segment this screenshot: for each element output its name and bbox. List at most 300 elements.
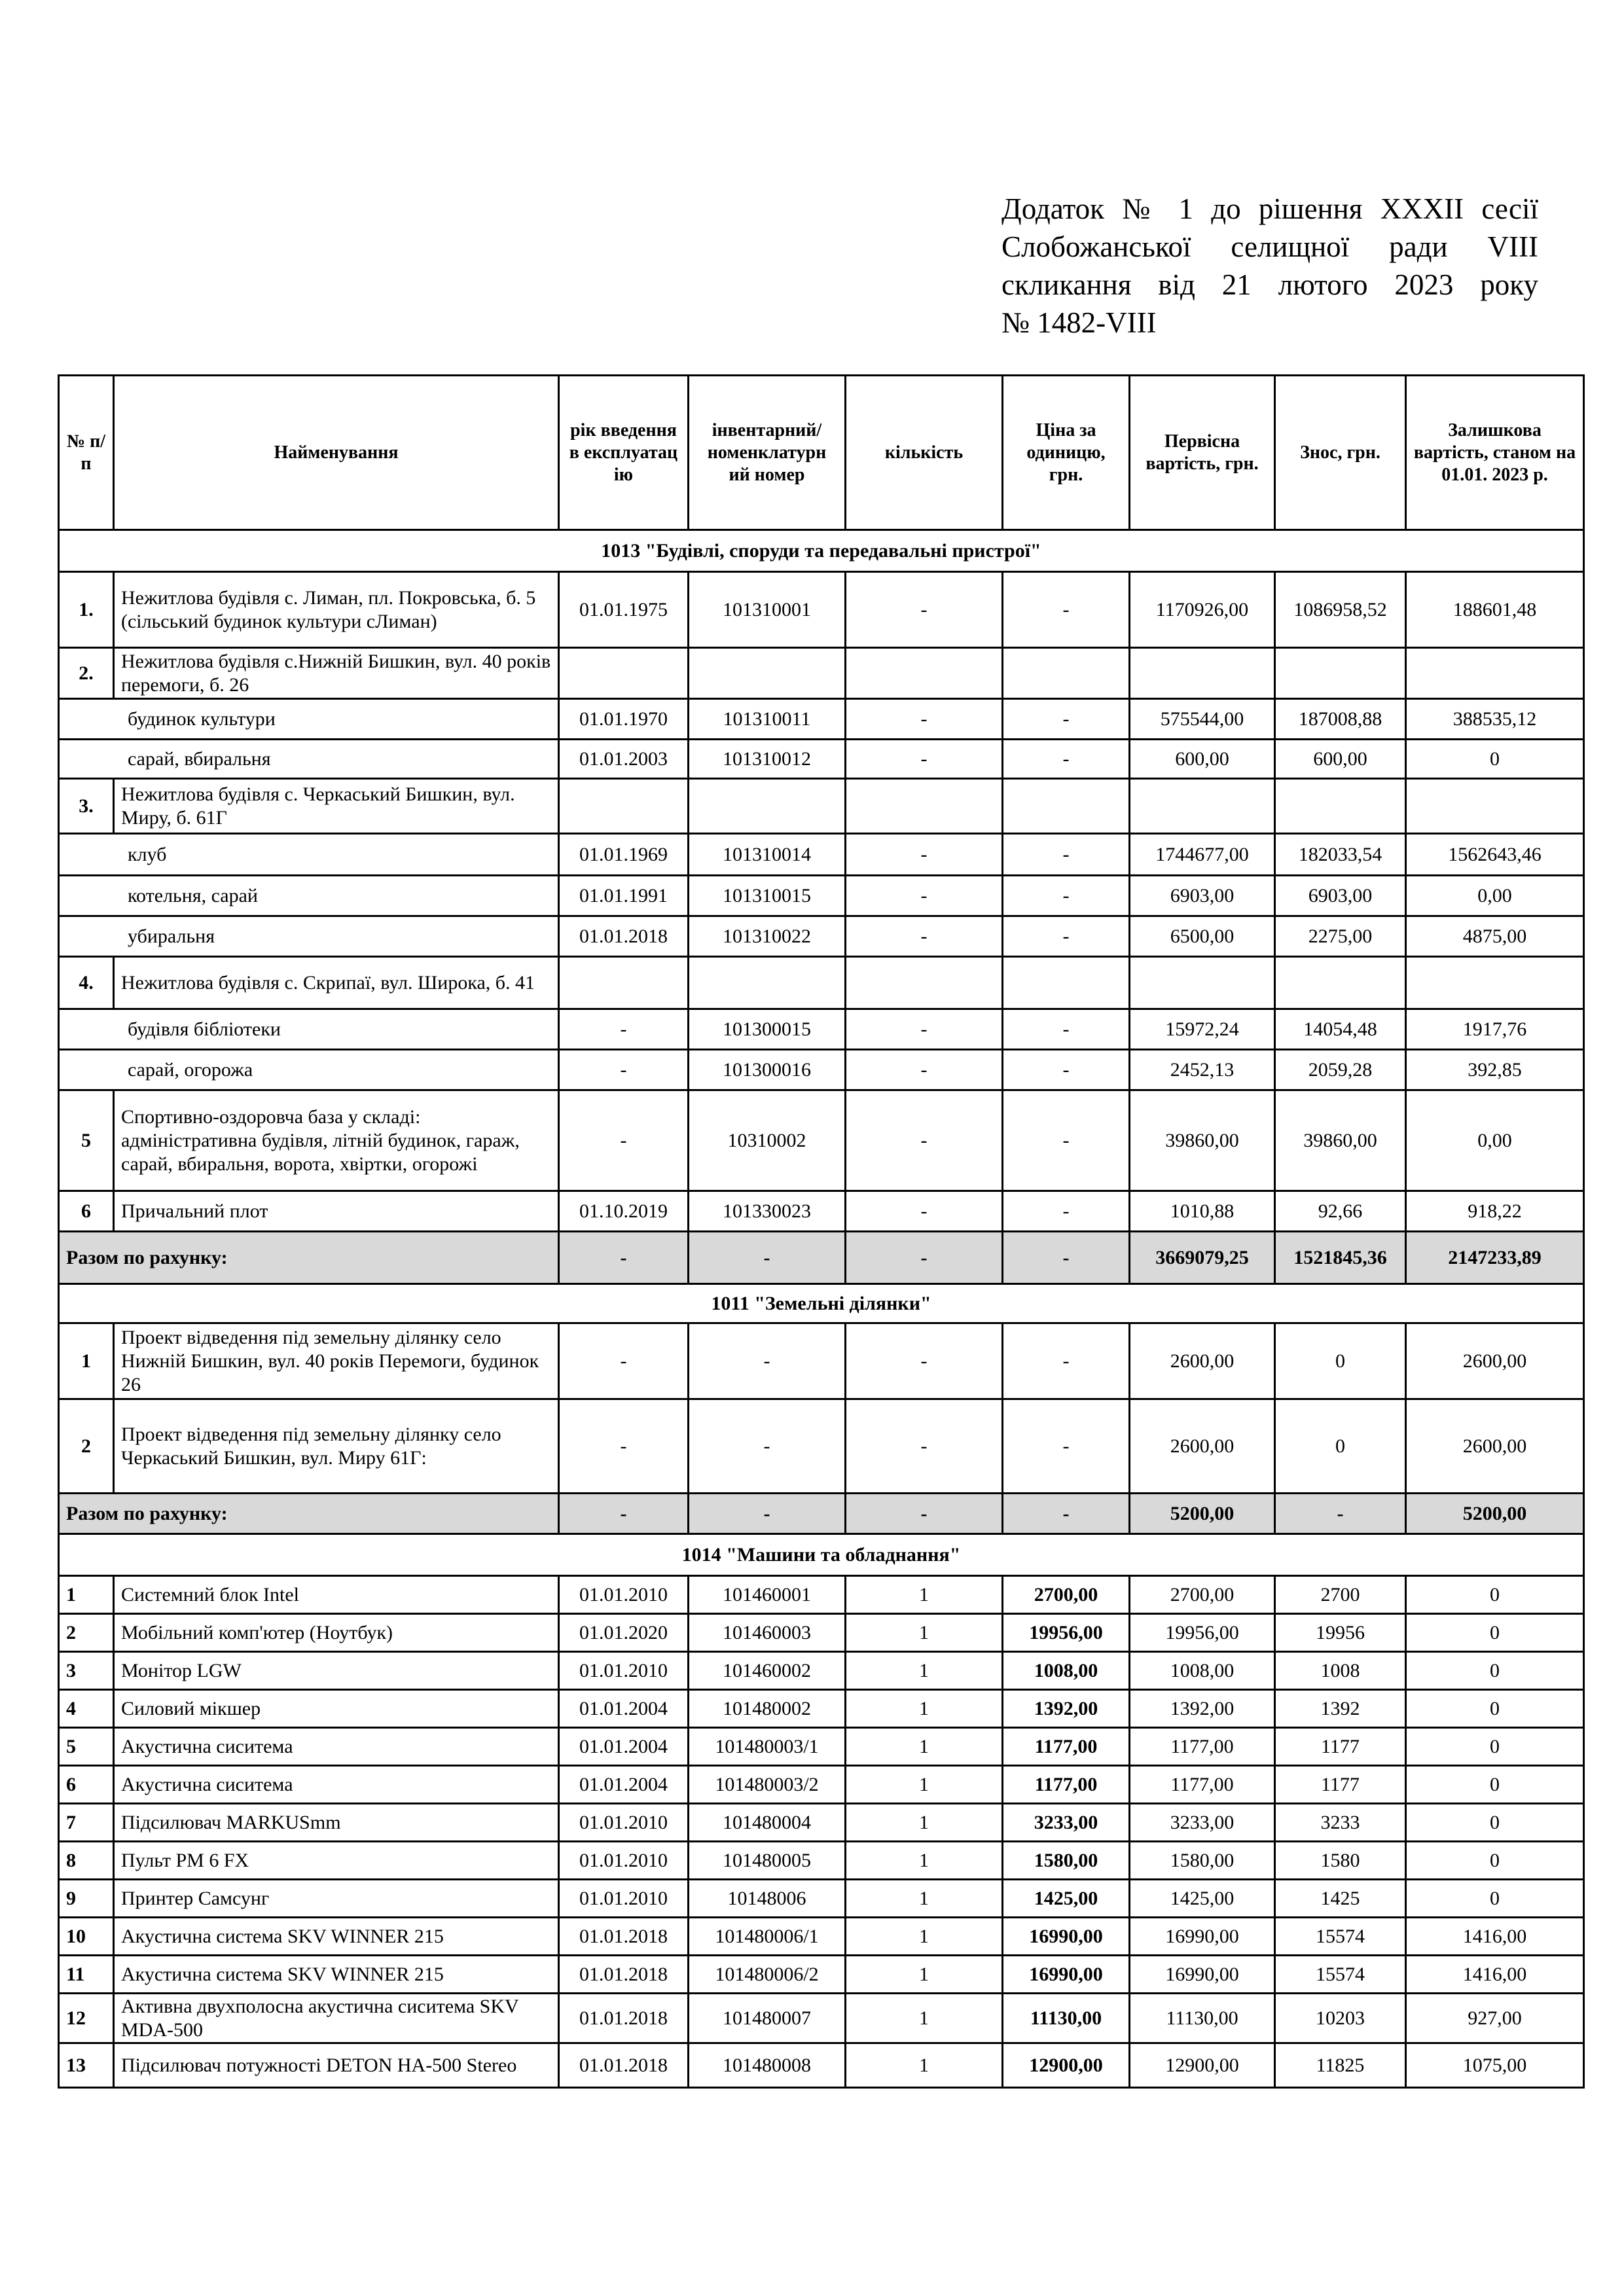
table-row [59,2043,1584,2088]
cell-qty: 1 [846,1766,1003,1804]
cell-inv: 101480005 [689,1842,846,1880]
cell-residual: 188601,48 [1406,572,1584,648]
total-year: - [559,1232,689,1284]
cell-residual: 388535,12 [1406,699,1584,740]
cell-num: 5 [59,1728,114,1766]
total-inv: - [689,1494,846,1534]
cell-price: 16990,00 [1003,1918,1130,1956]
cell-price: - [1003,876,1130,916]
cell-initial: 1744677,00 [1130,834,1275,876]
cell-name: Системний блок Intel [114,1576,559,1614]
cell-num: 2. [59,648,114,699]
cell-year: 01.01.2018 [559,2043,689,2088]
table-row [59,1918,1584,1956]
cell-year [559,779,689,834]
cell-name: Причальний плот [114,1191,559,1232]
cell-residual: 1075,00 [1406,2043,1584,2088]
total-inv: - [689,1232,846,1284]
table-row [59,648,1584,699]
cell-year: 01.01.2020 [559,1614,689,1652]
cell-inv: 101460001 [689,1576,846,1614]
table-row [59,957,1584,1009]
cell-name: Нежитлова будівля с. Черкаський Бишкин, вул. Миру, б. 61Г [114,779,559,834]
cell-initial: 12900,00 [1130,2043,1275,2088]
cell-name: Спортивно-оздоровча база у складі: адміністративна будівля, літній будинок, гараж, сарай, вбиральня, ворота, хвіртки, огорожі [114,1090,559,1191]
cell-num: 1. [59,572,114,648]
table-subrow [59,834,1584,876]
caption-line-4: № 1482-VIII [1001,306,1157,339]
cell-name: убиральня [59,916,559,957]
cell-price: 19956,00 [1003,1614,1130,1652]
cell-year: 01.01.2018 [559,1918,689,1956]
cell-price: - [1003,699,1130,740]
cell-initial: 1010,88 [1130,1191,1275,1232]
cell-residual: 0 [1406,1842,1584,1880]
cell-year: 01.01.2018 [559,1956,689,1994]
cell-initial: 39860,00 [1130,1090,1275,1191]
cell-inv: 101310014 [689,834,846,876]
cell-inv: - [689,1323,846,1399]
cell-residual: 0 [1406,1766,1584,1804]
cell-price: 1392,00 [1003,1690,1130,1728]
table-row [59,1399,1584,1494]
cell-num: 4. [59,957,114,1009]
cell-inv: 101480006/2 [689,1956,846,1994]
cell-residual: 0 [1406,1690,1584,1728]
cell-residual: 392,85 [1406,1050,1584,1090]
cell-num: 12 [59,1994,114,2043]
cell-name: Монітор LGW [114,1652,559,1690]
table-row [59,1956,1584,1994]
table-row [59,572,1584,648]
header-unit-price: Ціна за одиницю, грн. [1003,376,1130,530]
cell-inv: - [689,1399,846,1494]
cell-wear: 1580 [1275,1842,1406,1880]
cell-qty: - [846,1090,1003,1191]
table-row [59,1842,1584,1880]
cell-name: сарай, вбиральня [59,740,559,779]
cell-residual: 927,00 [1406,1994,1584,2043]
header-initial-cost: Первісна вартість, грн. [1130,376,1275,530]
cell-price: 3233,00 [1003,1804,1130,1842]
cell-qty: - [846,1191,1003,1232]
cell-initial: 19956,00 [1130,1614,1275,1652]
cell-residual: 0 [1406,740,1584,779]
table-row [59,1690,1584,1728]
cell-qty [846,957,1003,1009]
cell-initial: 1580,00 [1130,1842,1275,1880]
cell-name: клуб [59,834,559,876]
cell-residual: 4875,00 [1406,916,1584,957]
cell-initial: 16990,00 [1130,1918,1275,1956]
cell-qty: - [846,1399,1003,1494]
cell-num: 7 [59,1804,114,1842]
cell-inv: 101310001 [689,572,846,648]
cell-qty: - [846,834,1003,876]
cell-year: 01.01.2004 [559,1728,689,1766]
header-year: рік введення в експлуатац ію [559,376,689,530]
caption-line-3: скликання від 21 лютого 2023 року [1001,268,1538,301]
cell-num: 4 [59,1690,114,1728]
cell-year: 01.01.2010 [559,1880,689,1918]
cell-wear: 600,00 [1275,740,1406,779]
cell-inv: 101300015 [689,1009,846,1050]
header-residual-value: Залишкова вартість, станом на 01.01. 2023 р. [1406,376,1584,530]
total-row [59,1494,1584,1534]
cell-initial: 15972,24 [1130,1009,1275,1050]
total-price: - [1003,1232,1130,1284]
cell-qty: 1 [846,1880,1003,1918]
cell-inv: 101480002 [689,1690,846,1728]
cell-wear: 187008,88 [1275,699,1406,740]
cell-name: Нежитлова будівля с. Скрипаї, вул. Широка, б. 41 [114,957,559,1009]
cell-inv: 101310011 [689,699,846,740]
cell-inv: 101310022 [689,916,846,957]
cell-residual: 918,22 [1406,1191,1584,1232]
cell-qty: - [846,572,1003,648]
cell-name: Активна двухполосна акустична сиситема SKV MDA-500 [114,1994,559,2043]
table-subrow [59,876,1584,916]
cell-qty: 1 [846,1690,1003,1728]
cell-year: 01.01.2010 [559,1576,689,1614]
header-num: № п/ п [59,376,114,530]
cell-inv: 101480008 [689,2043,846,2088]
cell-initial: 3233,00 [1130,1804,1275,1842]
cell-name: будинок культури [59,699,559,740]
cell-year: 01.01.1975 [559,572,689,648]
section-header-row [59,1284,1584,1323]
cell-initial [1130,957,1275,1009]
cell-wear: 0 [1275,1399,1406,1494]
cell-qty: - [846,916,1003,957]
cell-inv: 101460003 [689,1614,846,1652]
cell-price: - [1003,1050,1130,1090]
cell-residual [1406,779,1584,834]
cell-price: - [1003,740,1130,779]
cell-num: 3 [59,1652,114,1690]
cell-residual: 0 [1406,1804,1584,1842]
cell-initial [1130,648,1275,699]
document-caption [1001,190,1538,342]
cell-inv [689,779,846,834]
caption-line-2: Слобожанської селищної ради VIII [1001,230,1538,263]
cell-inv: 10148006 [689,1880,846,1918]
cell-wear: 6903,00 [1275,876,1406,916]
cell-year [559,957,689,1009]
cell-year: 01.01.2010 [559,1652,689,1690]
cell-year: - [559,1399,689,1494]
cell-wear: 15574 [1275,1918,1406,1956]
header-depreciation: Знос, грн. [1275,376,1406,530]
cell-inv: 10310002 [689,1090,846,1191]
cell-wear: 1008 [1275,1652,1406,1690]
total-wear: - [1275,1494,1406,1534]
cell-price: - [1003,916,1130,957]
cell-wear: 92,66 [1275,1191,1406,1232]
cell-price: - [1003,1191,1130,1232]
cell-inv: 101310012 [689,740,846,779]
header-row [59,376,1584,530]
cell-name: Акустична система SKV WINNER 215 [114,1918,559,1956]
cell-year: 01.01.2004 [559,1766,689,1804]
table-subrow [59,1050,1584,1090]
cell-year: 01.01.2004 [559,1690,689,1728]
cell-wear [1275,648,1406,699]
cell-num: 2 [59,1614,114,1652]
cell-initial: 1177,00 [1130,1728,1275,1766]
cell-year: 01.01.2018 [559,1994,689,2043]
cell-initial: 1177,00 [1130,1766,1275,1804]
total-label: Разом по рахунку: [59,1232,559,1284]
cell-name: сарай, огорожа [59,1050,559,1090]
cell-residual: 0 [1406,1652,1584,1690]
cell-wear: 1425 [1275,1880,1406,1918]
cell-price: - [1003,572,1130,648]
cell-initial [1130,779,1275,834]
section-header-row [59,530,1584,572]
section-title: 1014 "Машини та обладнання" [59,1534,1584,1576]
cell-wear [1275,779,1406,834]
cell-inv: 101480004 [689,1804,846,1842]
total-label: Разом по рахунку: [59,1494,559,1534]
cell-qty: - [846,740,1003,779]
cell-inv [689,648,846,699]
total-qty: - [846,1232,1003,1284]
cell-year: 01.01.2018 [559,916,689,957]
inventory-table [58,374,1585,2089]
cell-residual: 1416,00 [1406,1918,1584,1956]
cell-initial: 600,00 [1130,740,1275,779]
cell-inv: 101330023 [689,1191,846,1232]
cell-price [1003,648,1130,699]
cell-inv [689,957,846,1009]
cell-year: - [559,1323,689,1399]
cell-residual: 0 [1406,1728,1584,1766]
cell-name: Проект відведення під земельну ділянку село Черкаський Бишкин, вул. Миру 61Г: [114,1399,559,1494]
table-row [59,1766,1584,1804]
cell-residual [1406,648,1584,699]
total-initial: 3669079,25 [1130,1232,1275,1284]
cell-year: - [559,1009,689,1050]
cell-price: 1580,00 [1003,1842,1130,1880]
cell-price: - [1003,834,1130,876]
cell-qty [846,648,1003,699]
cell-num: 1 [59,1323,114,1399]
header-inventory-number: інвентарний/ номенклатурн ий номер [689,376,846,530]
cell-initial: 1392,00 [1130,1690,1275,1728]
cell-qty: - [846,699,1003,740]
cell-price: 12900,00 [1003,2043,1130,2088]
cell-year: 01.10.2019 [559,1191,689,1232]
cell-wear: 1086958,52 [1275,572,1406,648]
cell-residual: 0,00 [1406,876,1584,916]
cell-residual: 0 [1406,1880,1584,1918]
cell-num: 9 [59,1880,114,1918]
cell-residual [1406,957,1584,1009]
cell-name: Акустична сиситема [114,1728,559,1766]
cell-qty: 1 [846,1576,1003,1614]
cell-price: 16990,00 [1003,1956,1130,1994]
cell-num: 8 [59,1842,114,1880]
cell-num: 1 [59,1576,114,1614]
cell-qty: 1 [846,1994,1003,2043]
cell-name: Акустична система SKV WINNER 215 [114,1956,559,1994]
cell-residual: 0 [1406,1614,1584,1652]
cell-name: Силовий мікшер [114,1690,559,1728]
cell-residual: 1917,76 [1406,1009,1584,1050]
cell-name: Проект відведення під земельну ділянку село Нижній Бишкин, вул. 40 років Перемоги, будинок 26 [114,1323,559,1399]
cell-wear: 2700 [1275,1576,1406,1614]
table-row [59,779,1584,834]
cell-price: 1177,00 [1003,1728,1130,1766]
cell-name: Нежитлова будівля с. Лиман, пл. Покровська, б. 5 (сільський будинок культури сЛиман) [114,572,559,648]
table-row [59,1614,1584,1652]
table-body [59,530,1584,2088]
cell-wear: 0 [1275,1323,1406,1399]
cell-qty: 1 [846,1614,1003,1652]
table-row [59,1728,1584,1766]
header-name: Найменування [114,376,559,530]
cell-wear: 1177 [1275,1728,1406,1766]
cell-year: 01.01.1969 [559,834,689,876]
table-row [59,1191,1584,1232]
table-subrow [59,916,1584,957]
cell-qty: 1 [846,1918,1003,1956]
cell-residual: 0 [1406,1576,1584,1614]
cell-year: - [559,1050,689,1090]
cell-price [1003,779,1130,834]
cell-qty: - [846,1323,1003,1399]
cell-wear: 2275,00 [1275,916,1406,957]
cell-wear: 1392 [1275,1690,1406,1728]
cell-name: Підсилювач MARKUSmm [114,1804,559,1842]
cell-initial: 2700,00 [1130,1576,1275,1614]
cell-wear: 19956 [1275,1614,1406,1652]
cell-initial: 1170926,00 [1130,572,1275,648]
cell-price: - [1003,1323,1130,1399]
cell-num: 3. [59,779,114,834]
cell-initial: 575544,00 [1130,699,1275,740]
cell-name: будівля бібліотеки [59,1009,559,1050]
cell-price: 1008,00 [1003,1652,1130,1690]
cell-wear: 39860,00 [1275,1090,1406,1191]
cell-price: - [1003,1090,1130,1191]
total-row [59,1232,1584,1284]
cell-residual: 2600,00 [1406,1323,1584,1399]
cell-year: 01.01.2010 [559,1842,689,1880]
cell-num: 11 [59,1956,114,1994]
cell-num: 10 [59,1918,114,1956]
table-row [59,1994,1584,2043]
cell-price [1003,957,1130,1009]
cell-initial: 6500,00 [1130,916,1275,957]
cell-qty: - [846,1050,1003,1090]
total-qty: - [846,1494,1003,1534]
cell-inv: 101480006/1 [689,1918,846,1956]
header-quantity: кількість [846,376,1003,530]
table-row [59,1090,1584,1191]
cell-price: 1425,00 [1003,1880,1130,1918]
cell-num: 6 [59,1191,114,1232]
cell-qty: - [846,876,1003,916]
cell-name: Мобільний комп'ютер (Ноутбук) [114,1614,559,1652]
cell-residual: 2600,00 [1406,1399,1584,1494]
cell-year: 01.01.1970 [559,699,689,740]
table-subrow [59,740,1584,779]
cell-qty: 1 [846,1956,1003,1994]
cell-inv: 101300016 [689,1050,846,1090]
cell-residual: 1562643,46 [1406,834,1584,876]
cell-num: 2 [59,1399,114,1494]
cell-year: 01.01.2003 [559,740,689,779]
cell-inv: 101480007 [689,1994,846,2043]
cell-initial: 1425,00 [1130,1880,1275,1918]
total-residual: 5200,00 [1406,1494,1584,1534]
cell-wear: 15574 [1275,1956,1406,1994]
cell-inv: 101480003/1 [689,1728,846,1766]
cell-inv: 101460002 [689,1652,846,1690]
cell-name: Акустична сиситема [114,1766,559,1804]
cell-price: 2700,00 [1003,1576,1130,1614]
cell-residual: 0,00 [1406,1090,1584,1191]
cell-qty: 1 [846,1652,1003,1690]
cell-wear: 10203 [1275,1994,1406,2043]
cell-initial: 1008,00 [1130,1652,1275,1690]
cell-initial: 16990,00 [1130,1956,1275,1994]
cell-year: - [559,1090,689,1191]
cell-initial: 2600,00 [1130,1399,1275,1494]
cell-initial: 6903,00 [1130,876,1275,916]
cell-wear: 182033,54 [1275,834,1406,876]
table-subrow [59,1009,1584,1050]
cell-name: Підсилювач потужності DETON HA-500 Stereo [114,2043,559,2088]
cell-qty: 1 [846,1804,1003,1842]
cell-inv: 101480003/2 [689,1766,846,1804]
cell-inv: 101310015 [689,876,846,916]
cell-price: 1177,00 [1003,1766,1130,1804]
cell-name: Пульт PM 6 FX [114,1842,559,1880]
cell-wear: 3233 [1275,1804,1406,1842]
cell-num: 5 [59,1090,114,1191]
total-price: - [1003,1494,1130,1534]
cell-year [559,648,689,699]
cell-name: Принтер Самсунг [114,1880,559,1918]
total-wear: 1521845,36 [1275,1232,1406,1284]
cell-wear: 14054,48 [1275,1009,1406,1050]
table-row [59,1804,1584,1842]
section-header-row [59,1534,1584,1576]
table-subrow [59,699,1584,740]
caption-line-1: Додаток № 1 до рішення XXXII сесії [1001,192,1538,225]
cell-initial: 11130,00 [1130,1994,1275,2043]
total-initial: 5200,00 [1130,1494,1275,1534]
cell-price: - [1003,1399,1130,1494]
table-row [59,1576,1584,1614]
cell-wear [1275,957,1406,1009]
cell-price: 11130,00 [1003,1994,1130,2043]
section-title: 1011 "Земельні ділянки" [59,1284,1584,1323]
cell-qty: - [846,1009,1003,1050]
cell-name: котельня, сарай [59,876,559,916]
cell-price: - [1003,1009,1130,1050]
table-row [59,1652,1584,1690]
table-row [59,1323,1584,1399]
cell-residual: 1416,00 [1406,1956,1584,1994]
cell-initial: 2452,13 [1130,1050,1275,1090]
section-title: 1013 "Будівлі, споруди та передавальні пристрої" [59,530,1584,572]
cell-qty: 1 [846,1728,1003,1766]
cell-qty: 1 [846,2043,1003,2088]
